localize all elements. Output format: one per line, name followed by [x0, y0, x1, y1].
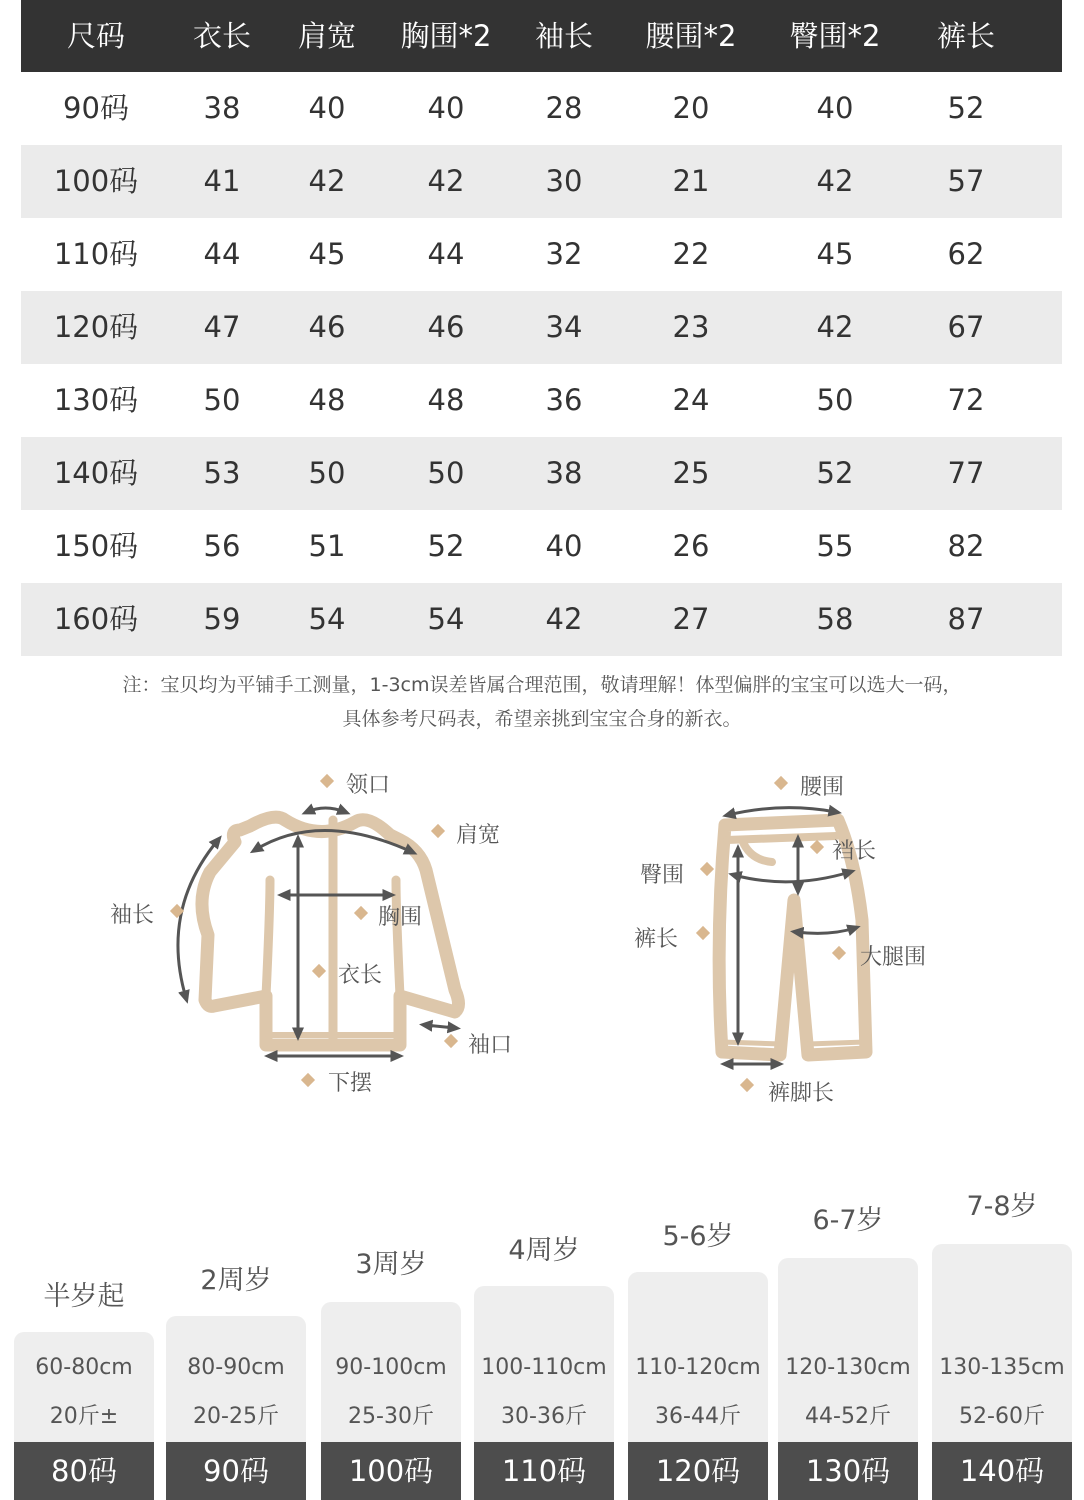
cell-hip: 42: [816, 164, 854, 198]
age-column: [474, 1228, 614, 1500]
cell-pants-length: 72: [947, 383, 985, 417]
cell-chest: 50: [427, 456, 465, 490]
height-range: 130-135cm: [939, 1355, 1065, 1380]
label-thigh: 大腿围: [860, 945, 927, 970]
cell-size: 160码: [53, 602, 139, 636]
header-sleeve: 袖长: [534, 18, 593, 53]
age-card: [778, 1258, 918, 1500]
cell-top-length: 38: [203, 91, 241, 125]
age-column: [778, 1198, 918, 1500]
cell-sleeve: 28: [545, 91, 583, 125]
recommended-size: 110码: [474, 1442, 614, 1500]
weight-range: 20斤±: [49, 1404, 119, 1429]
cell-waist: 23: [672, 310, 710, 344]
age-label: 5-6岁: [662, 1221, 734, 1252]
table-row: [21, 510, 1062, 583]
cell-chest: 52: [427, 529, 465, 563]
cell-sleeve: 36: [545, 383, 583, 417]
cell-top-length: 53: [203, 456, 241, 490]
table-row: [21, 583, 1062, 656]
weight-range: 52-60斤: [959, 1404, 1045, 1429]
header-chest: 胸围*2: [400, 18, 492, 53]
label-leg-opening: 裤脚长: [768, 1081, 835, 1106]
cell-pants-length: 82: [947, 529, 985, 563]
recommended-size: 100码: [321, 1442, 461, 1500]
note-line-2: 具体参考尺码表，希望亲挑到宝宝合身的新衣。: [342, 708, 742, 730]
cell-top-length: 56: [203, 529, 241, 563]
size-table: [21, 0, 1062, 656]
label-shoulder: 肩宽: [456, 823, 501, 848]
label-pants-length: 裤长: [634, 927, 679, 952]
table-row: [21, 72, 1062, 145]
cell-waist: 22: [672, 237, 710, 271]
cell-sleeve: 40: [545, 529, 583, 563]
cell-hip: 50: [816, 383, 854, 417]
height-range: 110-120cm: [635, 1355, 761, 1380]
weight-range: 36-44斤: [655, 1404, 741, 1429]
weight-range: 20-25斤: [193, 1404, 279, 1429]
cell-top-length: 44: [203, 237, 241, 271]
table-header: [21, 0, 1062, 72]
label-collar: 领口: [346, 773, 391, 798]
cell-shoulder: 46: [308, 310, 346, 344]
cell-pants-length: 57: [947, 164, 985, 198]
cell-chest: 44: [427, 237, 465, 271]
cell-waist: 25: [672, 456, 710, 490]
label-hem: 下摆: [328, 1071, 373, 1096]
cell-pants-length: 87: [947, 602, 985, 636]
cell-top-length: 50: [203, 383, 241, 417]
cell-hip: 52: [816, 456, 854, 490]
age-card: [14, 1332, 154, 1500]
note-line-1: 注：宝贝均为平铺手工测量，1-3cm误差皆属合理范围，敬请理解！体型偏胖的宝宝可以选大一码，: [122, 674, 962, 696]
recommended-size: 130码: [778, 1442, 918, 1500]
table-row: [21, 291, 1062, 364]
cell-waist: 27: [672, 602, 710, 636]
height-range: 90-100cm: [335, 1355, 447, 1380]
cell-chest: 54: [427, 602, 465, 636]
table-row: [21, 145, 1062, 218]
table-body: [21, 72, 1062, 656]
cell-chest: 46: [427, 310, 465, 344]
cell-sleeve: 42: [545, 602, 583, 636]
label-crotch: 裆长: [832, 839, 877, 864]
weight-range: 30-36斤: [501, 1404, 587, 1429]
cell-hip: 42: [816, 310, 854, 344]
cell-chest: 40: [427, 91, 465, 125]
cell-waist: 20: [672, 91, 710, 125]
table-row: [21, 437, 1062, 510]
shirt-details: [266, 820, 400, 1045]
cell-sleeve: 30: [545, 164, 583, 198]
label-top-length: 衣长: [338, 963, 383, 988]
cell-size: 90码: [63, 91, 129, 125]
age-card: [474, 1286, 614, 1500]
cell-top-length: 47: [203, 310, 241, 344]
height-range: 120-130cm: [785, 1355, 911, 1380]
pants-diagram: [690, 760, 930, 1110]
cell-waist: 26: [672, 529, 710, 563]
age-card: [628, 1272, 768, 1500]
age-label: 7-8岁: [966, 1191, 1038, 1222]
weight-range: 44-52斤: [805, 1404, 891, 1429]
cell-hip: 45: [816, 237, 854, 271]
cell-chest: 48: [427, 383, 465, 417]
age-column: [14, 1274, 154, 1500]
cell-waist: 21: [672, 164, 710, 198]
age-card: [166, 1316, 306, 1500]
recommended-size: 140码: [932, 1442, 1072, 1500]
age-label: 2周岁: [200, 1265, 272, 1296]
header-pants-length: 裤长: [936, 18, 995, 53]
header-hip: 臀围*2: [789, 18, 881, 53]
cell-shoulder: 50: [308, 456, 346, 490]
cell-waist: 24: [672, 383, 710, 417]
table-row: [21, 364, 1062, 437]
age-label: 6-7岁: [812, 1205, 884, 1236]
cell-hip: 58: [816, 602, 854, 636]
label-waist: 腰围: [800, 775, 845, 800]
age-card: [321, 1302, 461, 1500]
cell-sleeve: 32: [545, 237, 583, 271]
cell-pants-length: 77: [947, 456, 985, 490]
height-range: 100-110cm: [481, 1355, 607, 1380]
cell-size: 150码: [53, 529, 139, 563]
cell-hip: 40: [816, 91, 854, 125]
weight-range: 25-30斤: [348, 1404, 434, 1429]
cell-pants-length: 62: [947, 237, 985, 271]
header-waist: 腰围*2: [645, 18, 737, 53]
cell-pants-length: 52: [947, 91, 985, 125]
cell-pants-length: 67: [947, 310, 985, 344]
cell-chest: 42: [427, 164, 465, 198]
cell-shoulder: 48: [308, 383, 346, 417]
age-label: 半岁起: [43, 1281, 125, 1312]
label-chest: 胸围: [378, 905, 423, 930]
cell-shoulder: 51: [308, 529, 346, 563]
age-column: [628, 1214, 768, 1500]
cell-size: 100码: [53, 164, 139, 198]
cell-size: 120码: [53, 310, 139, 344]
table-row: [21, 218, 1062, 291]
cell-sleeve: 34: [545, 310, 583, 344]
cell-size: 110码: [53, 237, 139, 271]
header-shoulder: 肩宽: [297, 18, 356, 53]
height-range: 60-80cm: [35, 1355, 133, 1380]
label-cuff: 袖口: [468, 1033, 513, 1058]
measurement-note: [40, 668, 1044, 736]
label-sleeve: 袖长: [110, 903, 155, 928]
age-column: [932, 1184, 1072, 1500]
header-size: 尺码: [66, 18, 125, 53]
recommended-size: 80码: [14, 1442, 154, 1500]
cell-size: 130码: [53, 383, 139, 417]
age-card: [932, 1244, 1072, 1500]
cell-shoulder: 40: [308, 91, 346, 125]
age-column: [166, 1258, 306, 1500]
cell-shoulder: 45: [308, 237, 346, 271]
age-label: 4周岁: [508, 1235, 580, 1266]
cell-hip: 55: [816, 529, 854, 563]
cell-shoulder: 42: [308, 164, 346, 198]
cell-size: 140码: [53, 456, 139, 490]
cell-sleeve: 38: [545, 456, 583, 490]
header-top-length: 衣长: [192, 18, 251, 53]
age-label: 3周岁: [355, 1249, 427, 1280]
recommended-size: 90码: [166, 1442, 306, 1500]
label-hip: 臀围: [640, 863, 685, 888]
cell-top-length: 59: [203, 602, 241, 636]
age-column: [321, 1242, 461, 1500]
recommended-size: 120码: [628, 1442, 768, 1500]
height-range: 80-90cm: [187, 1355, 285, 1380]
cell-top-length: 41: [203, 164, 241, 198]
cell-shoulder: 54: [308, 602, 346, 636]
